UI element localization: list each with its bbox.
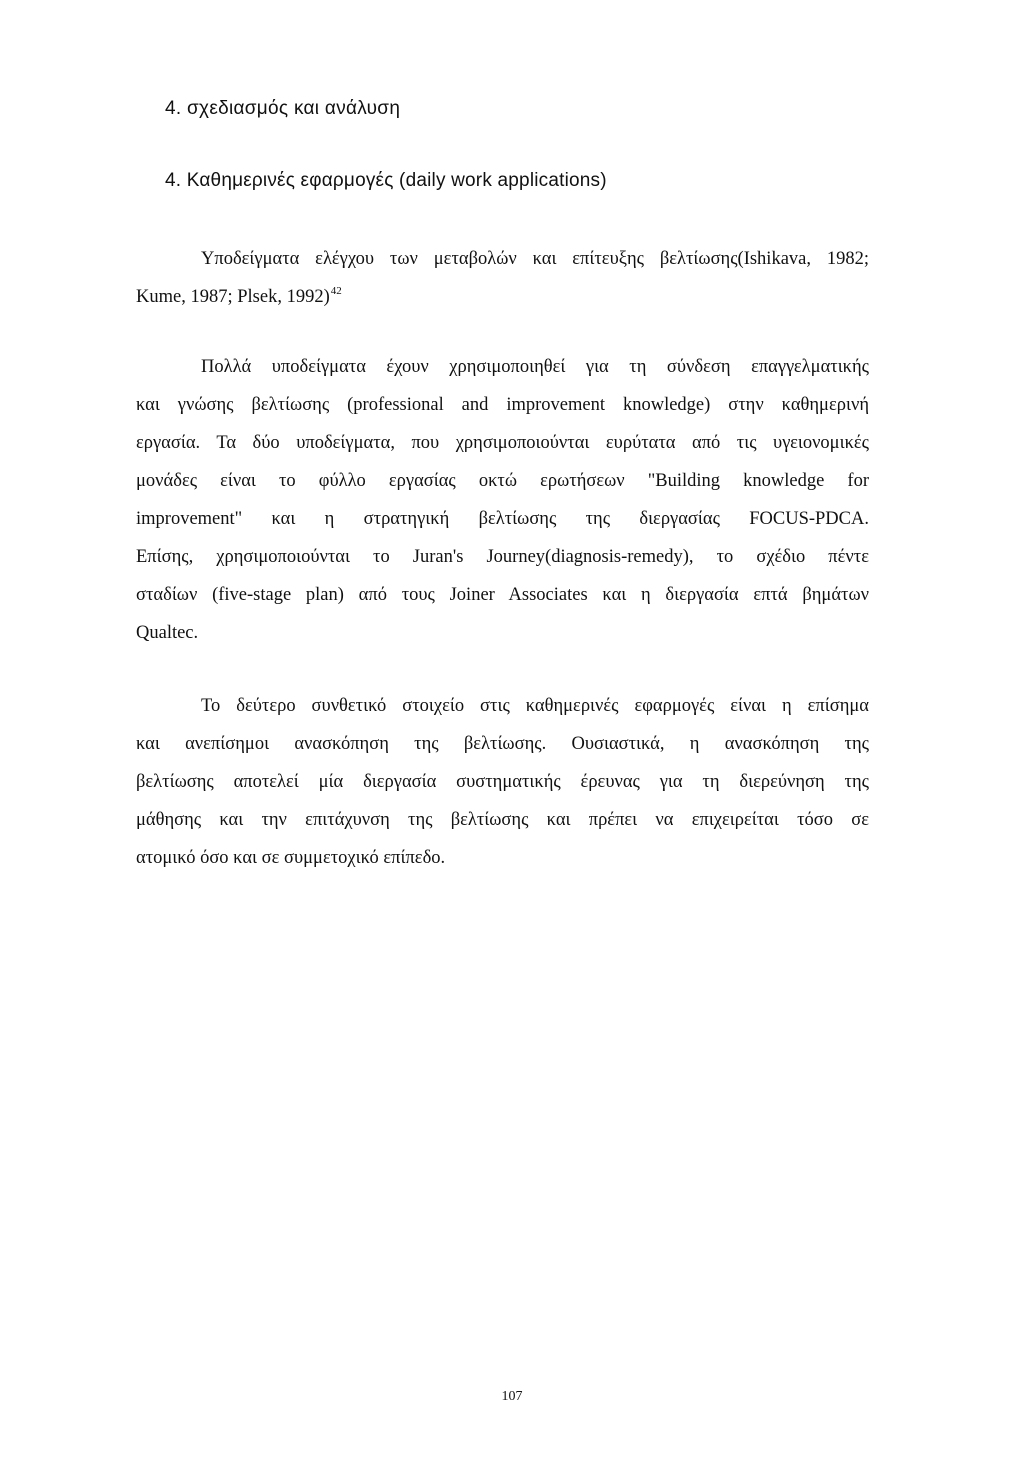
paragraph-line: μονάδες είναι το φύλλο εργασίας οκτώ ερωτήσεων "Building knowledge for — [136, 471, 869, 491]
paragraph-line: Το δεύτερο συνθετικό στοιχείο στις καθημερινές εφαρμογές είναι η επίσημα — [201, 696, 869, 716]
paragraph-models-heading — [136, 240, 869, 316]
running-header: 4. σχεδιασμός και ανάλυση — [165, 98, 401, 119]
citation-text: Kume, 1987; Plsek, 1992) — [136, 287, 330, 307]
footnote-marker: 42 — [330, 285, 342, 297]
paragraph-line — [136, 278, 869, 316]
paragraph-line: και γνώσης βελτίωσης (professional and improvement knowledge) στην καθημερινή — [136, 395, 869, 415]
page-number: 107 — [501, 1389, 523, 1404]
section-title: 4. Καθημερινές εφαρμογές (daily work applications) — [165, 170, 607, 191]
paragraph-review — [136, 687, 869, 877]
paragraph-line: μάθησης και την επιτάχυνση της βελτίωσης και πρέπει να επιχειρείται τόσο σε — [136, 810, 869, 830]
paragraph-line: Πολλά υποδείγματα έχουν χρησιμοποιηθεί για τη σύνδεση επαγγελματικής — [201, 357, 869, 377]
paragraph-line: Επίσης, χρησιμοποιούνται το Juran's Journey(diagnosis-remedy), το σχέδιο πέντε — [136, 547, 869, 567]
paragraph-line: και ανεπίσημοι ανασκόπηση της βελτίωσης. Ουσιαστικά, η ανασκόπηση της — [136, 734, 869, 754]
paragraph-models — [136, 348, 869, 652]
paragraph-line: Υποδείγματα ελέγχου των μεταβολών και επίτευξης βελτίωσης(Ishikava, 1982; — [201, 249, 869, 269]
paragraph-line: εργασία. Τα δύο υποδείγματα, που χρησιμοποιούνται ευρύτατα από τις υγειονομικές — [136, 433, 869, 453]
paragraph-line: βελτίωσης αποτελεί μία διεργασία συστηματικής έρευνας για τη διερεύνηση της — [136, 772, 869, 792]
paragraph-line: Qualtec. — [136, 623, 199, 643]
paragraph-line: ατομικό όσο και σε συμμετοχικό επίπεδο. — [136, 848, 446, 868]
paragraph-line: improvement" και η στρατηγική βελτίωσης της διεργασίας FOCUS-PDCA. — [136, 509, 869, 529]
paragraph-line: σταδίων (five-stage plan) από τους Joiner Associates και η διεργασία επτά βημάτων — [136, 585, 869, 605]
